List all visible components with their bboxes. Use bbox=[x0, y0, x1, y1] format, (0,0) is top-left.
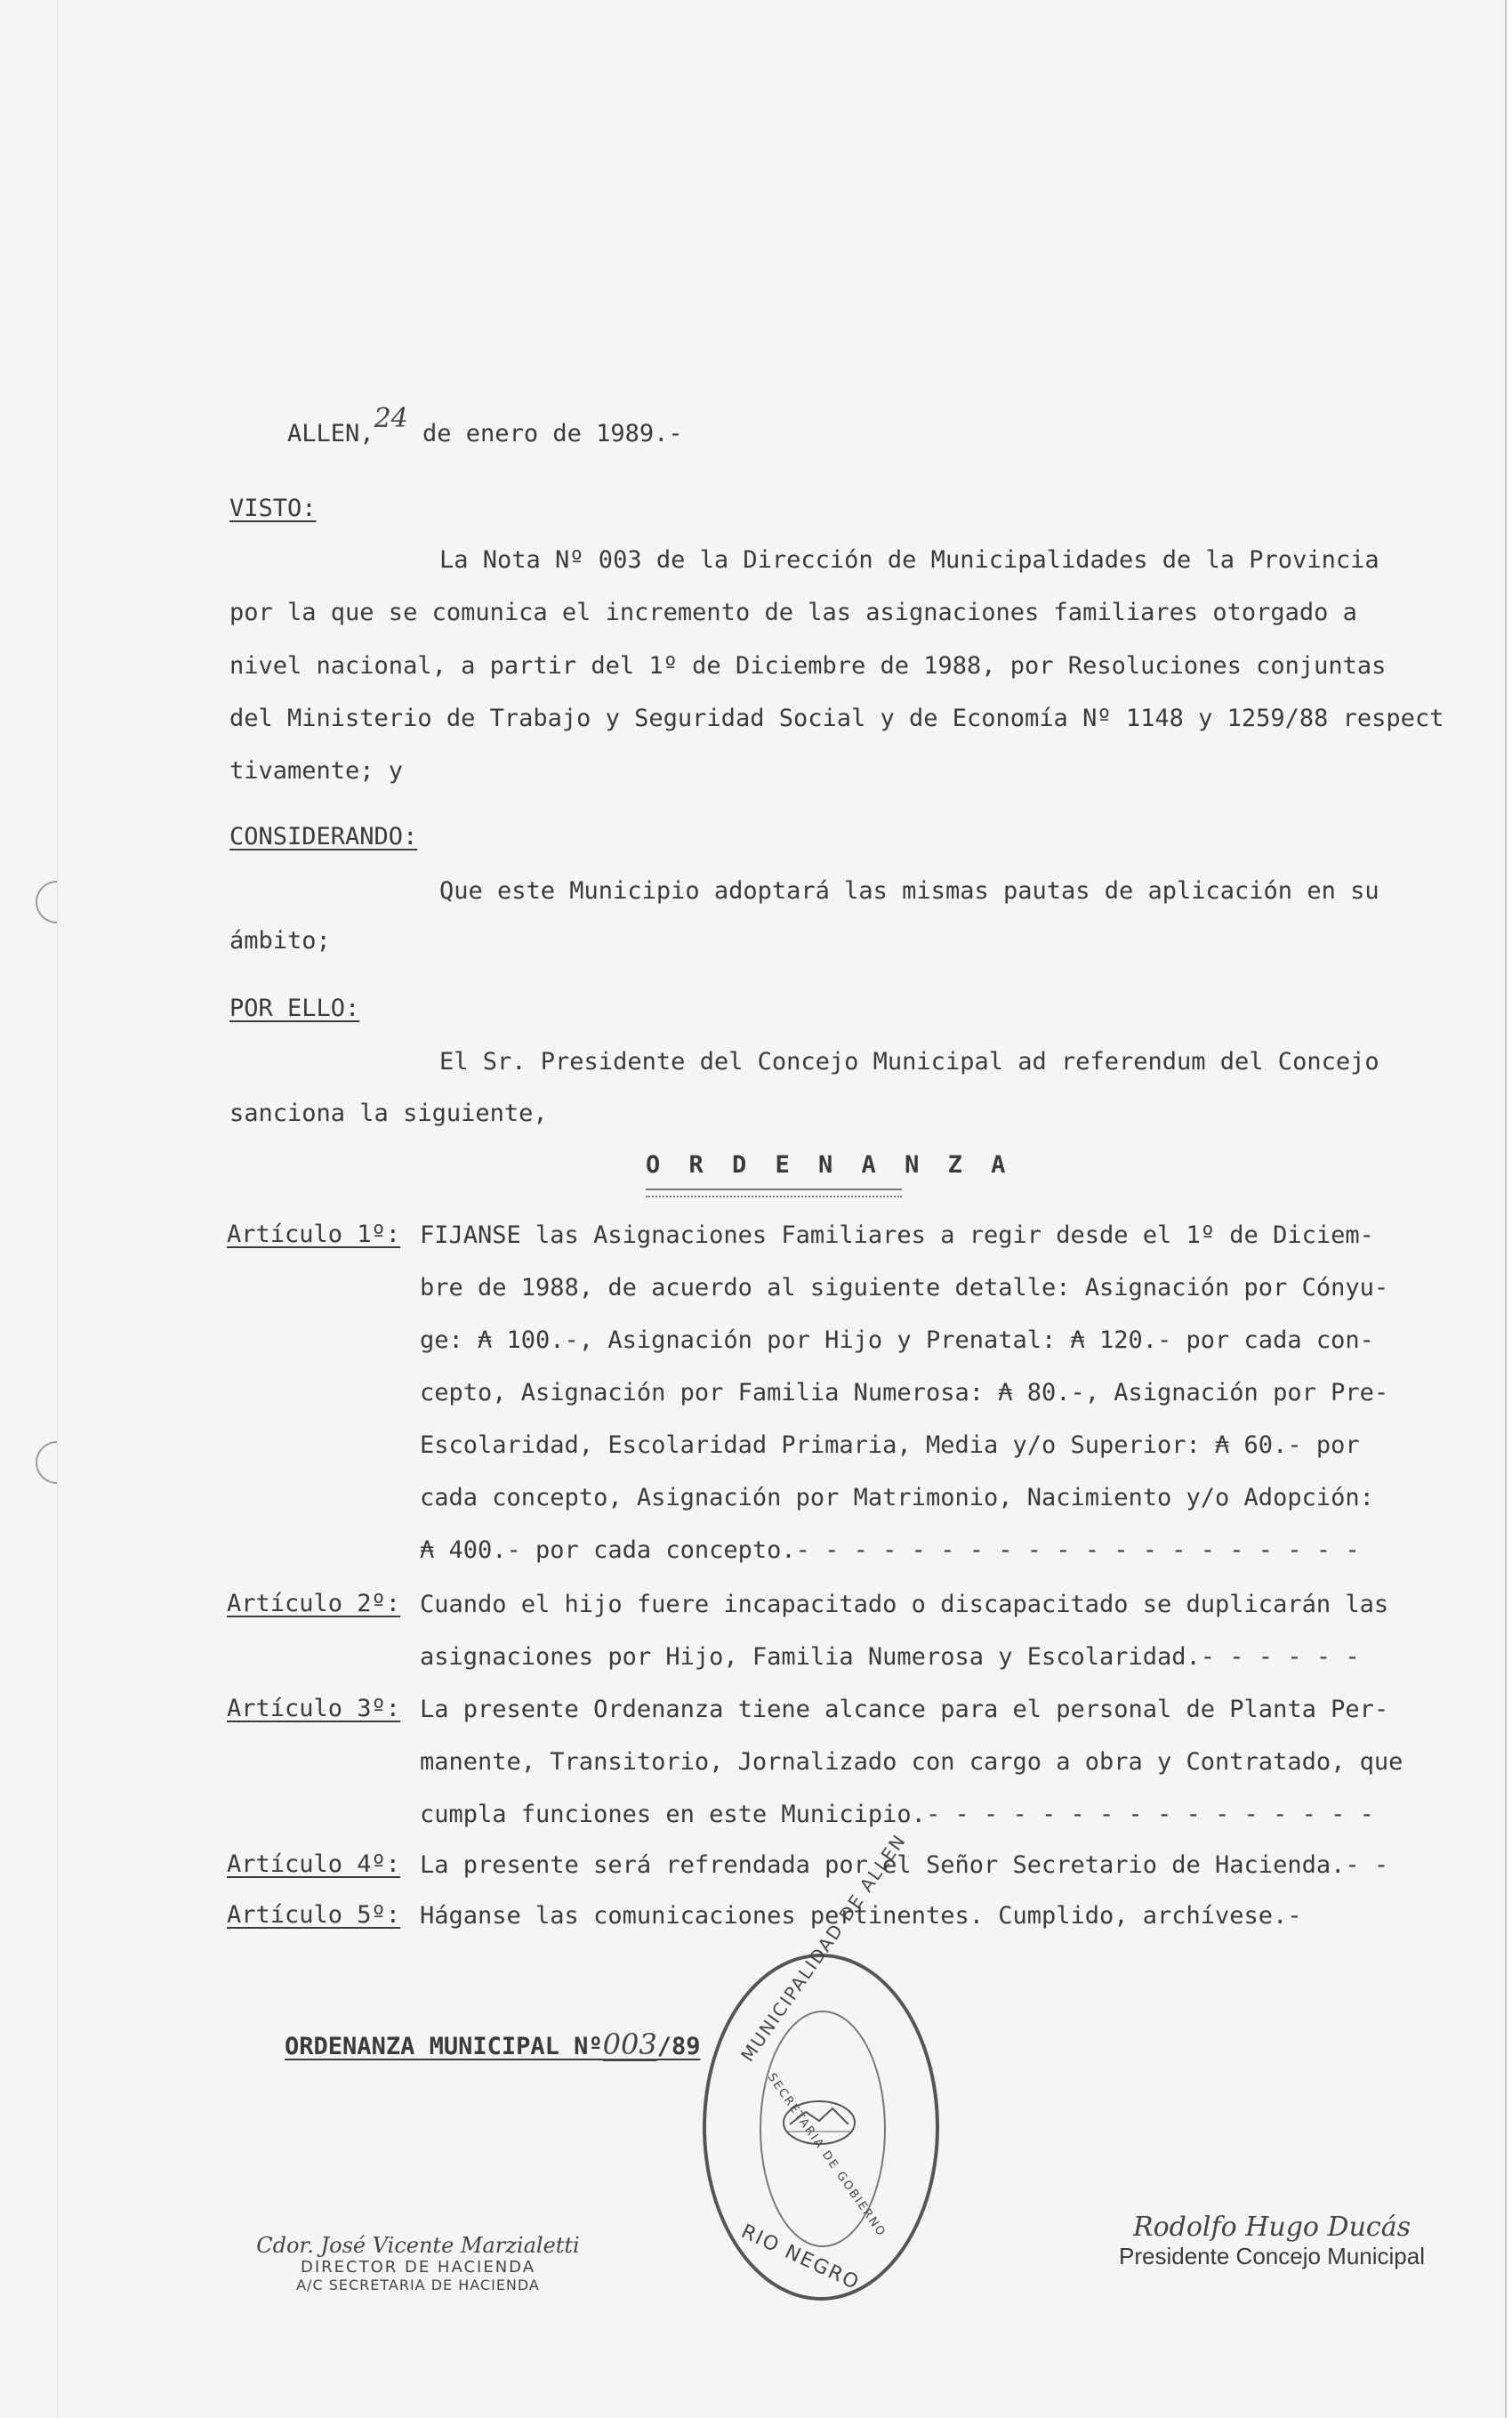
signature-name: Cdor. José Vicente Marzialetti bbox=[256, 2233, 580, 2258]
signature-name: Rodolfo Hugo Ducás bbox=[1133, 2212, 1411, 2243]
seal-text-inner: SECRETARIA DE GOBIERNO bbox=[764, 2071, 889, 2240]
punch-hole-icon bbox=[27, 1432, 87, 1493]
ordenanza-title: O R D E N A N Z A bbox=[646, 1151, 1013, 1179]
article-line: Cuando el hijo fuere incapacitado o discapacitado se duplicarán las bbox=[420, 1591, 1389, 1618]
visto-label: VISTO: bbox=[229, 495, 317, 522]
place: ALLEN, bbox=[287, 420, 374, 447]
signature-title: DIRECTOR DE HACIENDA bbox=[300, 2258, 536, 2277]
seal-text-bottom: RIO NEGRO bbox=[737, 2221, 864, 2295]
article-body bbox=[420, 1839, 1425, 1891]
article-line: manente, Transitorio, Jornalizado con cargo a obra y Contratado, que bbox=[420, 1748, 1403, 1776]
ordinance-number bbox=[227, 2000, 701, 2089]
considerando-line: Que este Municipio adoptará las mismas pautas de aplicación en su bbox=[439, 877, 1379, 905]
punch-hole-icon bbox=[27, 872, 87, 932]
page-edge-left bbox=[57, 0, 58, 2418]
por-ello-line: sanciona la siguiente, bbox=[229, 1100, 548, 1127]
title-underline bbox=[646, 1189, 902, 1197]
signature-title: Presidente Concejo Municipal bbox=[1119, 2243, 1425, 2269]
considerando-label: CONSIDERANDO: bbox=[229, 823, 418, 850]
article-body bbox=[420, 1683, 1425, 1841]
considerando-line: ámbito; bbox=[229, 927, 331, 955]
visto-line: por la que se comunica el incremento de las asignaciones familiares otorgado a bbox=[229, 599, 1357, 626]
handwritten-day: 24 bbox=[374, 403, 408, 434]
handwritten-number: 003 bbox=[602, 2027, 657, 2061]
article-line: cada concepto, Asignación por Matrimonio, Nacimiento y/o Adopción: bbox=[420, 1484, 1374, 1511]
article-label: Artículo 1º: bbox=[227, 1221, 401, 1248]
article-line: ₳ 400.- por cada concepto.- - - - - - - - - - - - - - - - - - - - bbox=[420, 1536, 1360, 1564]
seal-emblem-icon bbox=[779, 2098, 859, 2148]
ordinance-year: /89 bbox=[656, 2033, 701, 2060]
article-line: La presente Ordenanza tiene alcance para el personal de Planta Per- bbox=[420, 1696, 1389, 1723]
article-line: cepto, Asignación por Familia Numerosa: ₳ 80.-, Asignación por Pre- bbox=[420, 1379, 1389, 1406]
visto-line: nivel nacional, a partir del 1º de Diciembre de 1988, por Resoluciones conjuntas bbox=[229, 652, 1387, 680]
article-line: La presente será refrendada por el Señor Secretario de Hacienda.- - bbox=[420, 1851, 1389, 1879]
article-line: bre de 1988, de acuerdo al siguiente detalle: Asignación por Cónyu- bbox=[420, 1274, 1389, 1302]
article-body bbox=[420, 1578, 1425, 1683]
article-line: cumpla funciones en este Municipio.- - - - - - - - - - - - - - - - bbox=[420, 1801, 1374, 1828]
article-line: ge: ₳ 100.-, Asignación por Hijo y Prenatal: ₳ 120.- por cada con- bbox=[420, 1326, 1374, 1354]
article-body bbox=[420, 1209, 1425, 1576]
date-rest: de enero de 1989.- bbox=[422, 420, 683, 447]
article-line: FIJANSE las Asignaciones Familiares a regir desde el 1º de Diciem- bbox=[420, 1221, 1374, 1249]
page-edge-right bbox=[1505, 0, 1512, 2418]
article-label: Artículo 2º: bbox=[227, 1590, 401, 1617]
por-ello-label: POR ELLO: bbox=[229, 995, 360, 1022]
signature-block-left bbox=[249, 2233, 587, 2293]
visto-line: tivamente; y bbox=[229, 757, 404, 785]
article-label: Artículo 4º: bbox=[227, 1850, 401, 1878]
article-label: Artículo 5º: bbox=[227, 1901, 401, 1929]
seal-text-top: MUNICIPALIDAD DE ALLEN bbox=[736, 1829, 911, 2066]
article-body bbox=[420, 1890, 1425, 1942]
por-ello-line: El Sr. Presidente del Concejo Municipal ad referendum del Concejo bbox=[439, 1048, 1379, 1076]
ordinance-label: ORDENANZA MUNICIPAL Nº bbox=[285, 2033, 603, 2060]
visto-line: del Ministerio de Trabajo y Seguridad Social y de Economía Nº 1148 y 1259/88 respect bbox=[229, 705, 1444, 732]
article-line: Escolaridad, Escolaridad Primaria, Media y/o Superior: ₳ 60.- por bbox=[420, 1431, 1360, 1459]
article-line: asignaciones por Hijo, Familia Numerosa y Escolaridad.- - - - - - bbox=[420, 1643, 1360, 1671]
article-line: Háganse las comunicaciones pertinentes. Cumplido, archívese.- bbox=[420, 1902, 1302, 1930]
signature-title: A/C SECRETARIA DE HACIENDA bbox=[296, 2277, 540, 2293]
date-line bbox=[229, 390, 683, 476]
article-label: Artículo 3º: bbox=[227, 1695, 401, 1722]
municipal-seal bbox=[703, 1829, 939, 2301]
visto-line: La Nota Nº 003 de la Dirección de Municipalidades de la Provincia bbox=[439, 546, 1379, 574]
signature-block-right bbox=[1067, 2212, 1476, 2270]
